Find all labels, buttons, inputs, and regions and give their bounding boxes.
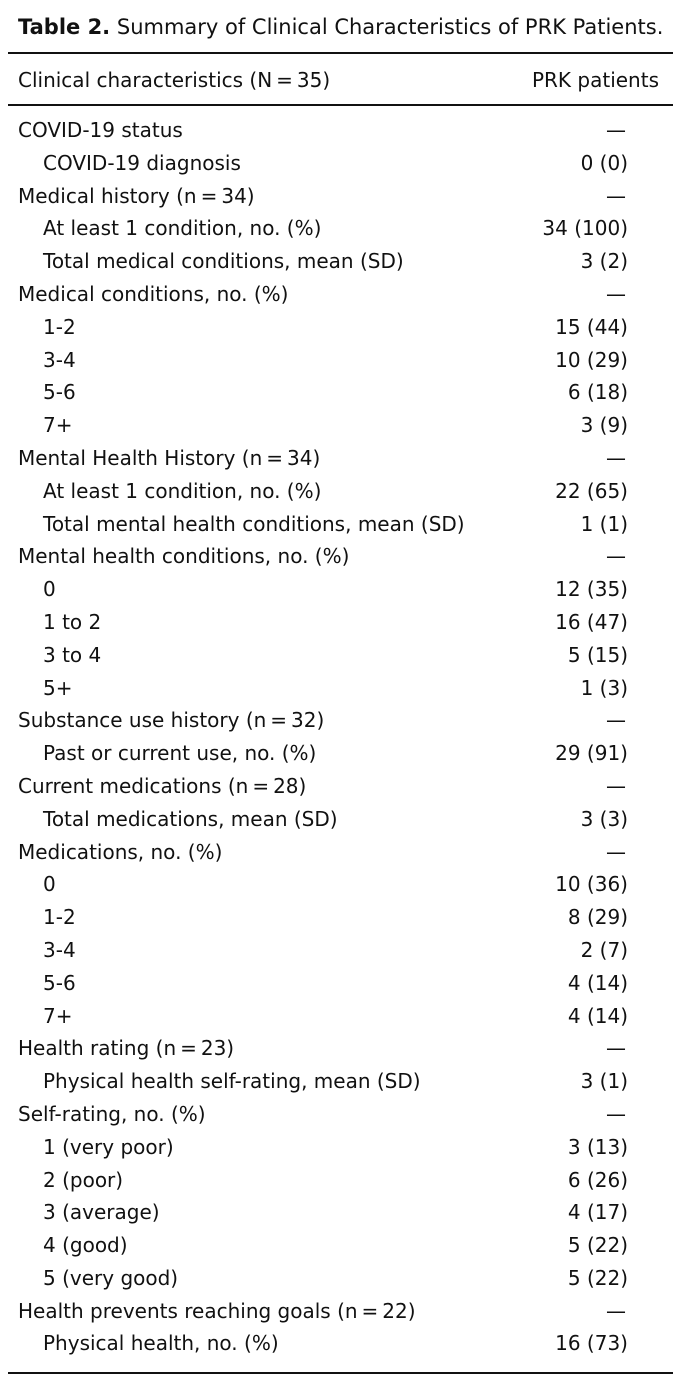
row-label: Substance use history (n = 32) (18, 708, 325, 733)
row-label: 5+ (43, 675, 73, 700)
row-value: 6 (26) (567, 1167, 628, 1192)
row-label: 0 (43, 872, 56, 897)
table-caption-title: Summary of Clinical Characteristics of PRK Patients. (116, 15, 664, 39)
table-row (0, 1262, 692, 1295)
row-label: 7+ (43, 413, 73, 438)
row-value: — (606, 1036, 626, 1061)
row-value: — (606, 839, 626, 864)
row-value: 12 (35) (555, 577, 628, 602)
table-row (0, 934, 692, 967)
row-value: — (606, 1101, 626, 1126)
row-label: 4 (good) (43, 1233, 128, 1258)
table-row (0, 868, 692, 901)
row-label: Health prevents reaching goals (n = 22) (18, 1298, 416, 1323)
table-row (0, 1032, 692, 1065)
row-value: — (606, 281, 626, 306)
row-value: 1 (3) (580, 675, 628, 700)
row-value: — (606, 445, 626, 470)
row-value: 8 (29) (567, 905, 628, 930)
row-value: 4 (14) (567, 970, 628, 995)
table-row (0, 311, 692, 344)
table-row (0, 573, 692, 606)
row-value: 29 (91) (555, 741, 628, 766)
table-caption-label: Table 2. (18, 15, 111, 39)
row-label: Self-rating, no. (%) (18, 1101, 206, 1126)
table-row (0, 278, 692, 311)
header-prk-patients: PRK patients (531, 68, 659, 92)
row-value: — (606, 1298, 626, 1323)
row-value: 15 (44) (555, 314, 628, 339)
row-label: 1 (very poor) (43, 1134, 174, 1159)
table-row (0, 836, 692, 869)
table-row (0, 901, 692, 934)
row-value: 16 (73) (555, 1331, 628, 1356)
table-row (0, 672, 692, 705)
table-row (0, 245, 692, 278)
table-row (0, 1295, 692, 1328)
row-value: 5 (22) (567, 1265, 628, 1290)
row-value: 3 (3) (580, 806, 628, 831)
row-value: — (606, 773, 626, 798)
top-rule (8, 52, 673, 54)
table-row (0, 606, 692, 639)
table-row (0, 344, 692, 377)
table-row (0, 376, 692, 409)
row-value: 22 (65) (555, 478, 628, 503)
row-label: 3-4 (43, 937, 76, 962)
row-label: COVID-19 status (18, 118, 183, 142)
table-caption (18, 12, 663, 42)
row-label: Medications, no. (%) (18, 839, 223, 864)
row-label: COVID-19 diagnosis (43, 150, 241, 175)
row-label: Physical health self-rating, mean (SD) (43, 1069, 421, 1094)
table-row (0, 967, 692, 1000)
row-value: 6 (18) (567, 380, 628, 405)
table-row (0, 803, 692, 836)
row-label: Medical conditions, no. (%) (18, 281, 289, 306)
table-row (0, 1131, 692, 1164)
row-value: — (606, 708, 626, 733)
row-value: 3 (2) (580, 249, 628, 274)
row-value: 16 (47) (555, 609, 628, 634)
table-row (0, 1098, 692, 1131)
table-row (0, 737, 692, 770)
row-label: Past or current use, no. (%) (43, 741, 317, 766)
table-row (0, 442, 692, 475)
table-row (0, 180, 692, 213)
table-row (0, 1000, 692, 1033)
row-label: 5-6 (43, 970, 76, 995)
table-row (0, 1327, 692, 1360)
table-row (0, 212, 692, 245)
header-characteristic: Clinical characteristics (N = 35) (18, 68, 331, 92)
table-row (0, 704, 692, 737)
row-value: 10 (29) (555, 347, 628, 372)
row-value: 4 (17) (567, 1200, 628, 1225)
row-label: Mental Health History (n = 34) (18, 445, 321, 470)
row-label: Mental health conditions, no. (%) (18, 544, 350, 569)
row-value: — (606, 544, 626, 569)
row-value: 3 (13) (567, 1134, 628, 1159)
bottom-rule (8, 1372, 673, 1374)
header-rule (8, 104, 673, 106)
row-label: Health rating (n = 23) (18, 1036, 235, 1061)
row-value: — (606, 118, 626, 142)
row-value: 5 (22) (567, 1233, 628, 1258)
row-label: 1 to 2 (43, 609, 102, 634)
row-label: Current medications (n = 28) (18, 773, 307, 798)
table-row (0, 639, 692, 672)
table-row (0, 770, 692, 803)
row-label: 1-2 (43, 314, 76, 339)
row-label: 7+ (43, 1003, 73, 1028)
row-value: 34 (100) (542, 216, 628, 241)
row-value: 2 (7) (580, 937, 628, 962)
row-label: Total mental health conditions, mean (SD) (43, 511, 465, 536)
table-row (0, 1196, 692, 1229)
row-label: Total medical conditions, mean (SD) (43, 249, 404, 274)
table-row (0, 114, 692, 147)
row-value: — (606, 183, 626, 208)
row-label: 3 to 4 (43, 642, 102, 667)
row-label: 1-2 (43, 905, 76, 930)
row-value: 10 (36) (555, 872, 628, 897)
row-value: 3 (9) (580, 413, 628, 438)
table-row (0, 1229, 692, 1262)
row-label: 0 (43, 577, 56, 602)
row-value: 3 (1) (580, 1069, 628, 1094)
row-label: Physical health, no. (%) (43, 1331, 279, 1356)
row-label: Total medications, mean (SD) (43, 806, 338, 831)
row-value: 4 (14) (567, 1003, 628, 1028)
table-row (0, 409, 692, 442)
row-label: 3-4 (43, 347, 76, 372)
row-value: 1 (1) (580, 511, 628, 536)
row-label: At least 1 condition, no. (%) (43, 216, 322, 241)
table-header-row (0, 60, 692, 100)
table-body (0, 114, 692, 1360)
table-row (0, 147, 692, 180)
table-row (0, 475, 692, 508)
row-label: At least 1 condition, no. (%) (43, 478, 322, 503)
row-label: 5 (very good) (43, 1265, 179, 1290)
table-row (0, 508, 692, 541)
row-label: Medical history (n = 34) (18, 183, 255, 208)
row-value: 0 (0) (580, 150, 628, 175)
table-row (0, 1065, 692, 1098)
row-value: 5 (15) (567, 642, 628, 667)
row-label: 5-6 (43, 380, 76, 405)
table-row (0, 1164, 692, 1197)
row-label: 2 (poor) (43, 1167, 124, 1192)
row-label: 3 (average) (43, 1200, 160, 1225)
table-row (0, 540, 692, 573)
